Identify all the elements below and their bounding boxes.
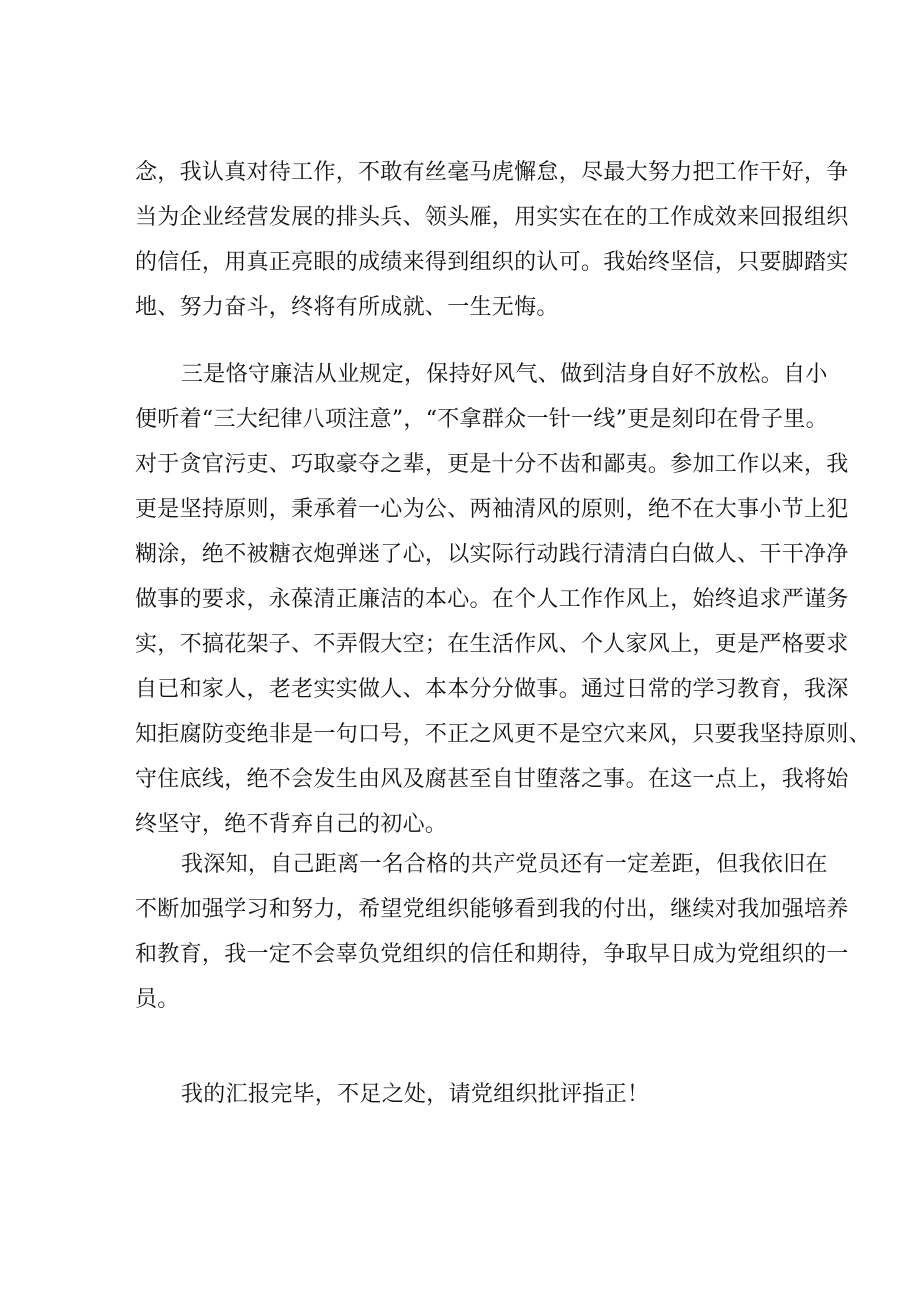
text-line: 员。 [135,987,180,1012]
paragraph-body [135,352,871,847]
text-line: 不断加强学习和努力，希望党组织能够看到我的付出，继续对我加强培养 [135,897,849,922]
paragraph-closing [135,1072,790,1117]
paragraph-body [135,842,849,1022]
text-line: 自已和家人，老老实实做人、本本分分做事。通过日常的学习教育，我深 [135,677,849,702]
text-line: 和教育，我一定不会辜负党组织的信任和期待，争取早日成为党组织的一 [135,942,849,967]
paragraph-body [135,150,849,330]
text-line: 对于贪官污吏、巧取豪夺之辈，更是十分不齿和鄙夷。参加工作以来，我 [135,452,849,477]
text-line-first: 三是恪守廉洁从业规定，保持好风气、做到洁身自好不放松。自小 [181,362,828,387]
text-line-first: 我的汇报完毕，不足之处，请党组织批评指正！ [181,1082,650,1107]
text-line: 便听着“三大纪律八项注意”，“不拿群众一针一线”更是刻印在骨子里。 [135,407,828,432]
text-line: 知拒腐防变绝非是一句口号，不正之风更不是空穴来风，只要我坚持原则、 [135,722,871,747]
paragraph-integrity [135,352,871,847]
paragraph-continuation [135,150,849,330]
text-line: 终坚守，绝不背弃自己的初心。 [135,812,448,837]
text-line: 实，不搞花架子、不弄假大空；在生活作风、个人家风上，更是严格要求 [135,632,849,657]
paragraph-self-assessment [135,842,849,1022]
text-line: 地、努力奋斗，终将有所成就、一生无悔。 [135,295,559,320]
paragraph-body [135,1072,790,1117]
text-line: 念，我认真对待工作，不敢有丝毫马虎懈怠，尽最大努力把工作干好，争 [135,160,849,185]
text-line-first: 我深知，自己距离一名合格的共产党员还有一定差距，但我依旧在 [181,852,828,877]
text-line: 糊涂，绝不被糖衣炮弹迷了心，以实际行动践行清清白白做人、干干净净 [135,542,849,567]
text-line: 更是坚持原则，秉承着一心为公、两袖清风的原则，绝不在大事小节上犯 [135,497,849,522]
text-line: 当为企业经营发展的排头兵、领头雁，用实实在在的工作成效来回报组织 [135,205,849,230]
text-line: 守住底线，绝不会发生由风及腐甚至自甘堕落之事。在这一点上，我将始 [135,767,849,792]
text-line: 的信任，用真正亮眼的成绩来得到组织的认可。我始终坚信，只要脚踏实 [135,250,849,275]
text-line: 做事的要求，永葆清正廉洁的本心。在个人工作作风上，始终追求严谨务 [135,587,849,612]
